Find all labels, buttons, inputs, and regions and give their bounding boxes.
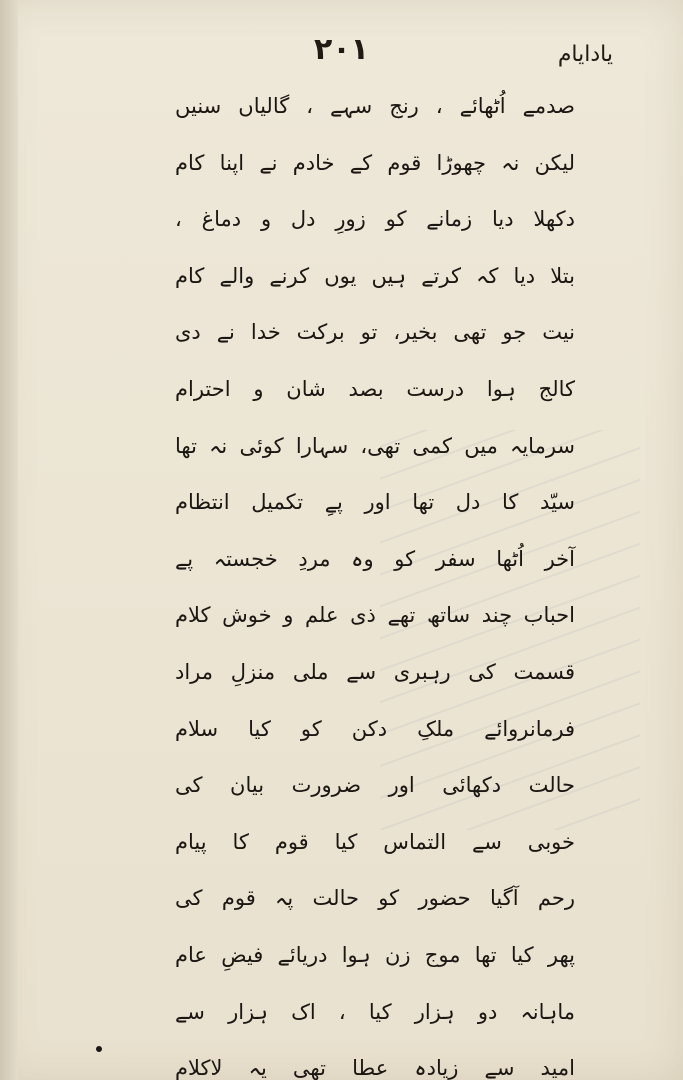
poem-line: دکھلا دیا زمانے کو زورِ دل و دماغ ، bbox=[175, 207, 575, 232]
poem-line: احباب چند ساتھ تھے ذی علم و خوش کلام bbox=[175, 603, 575, 628]
poem-line: امید سے زیادہ عطا تھی یہ لاکلام bbox=[175, 1056, 575, 1080]
poem-line: پھر کیا تھا موج زن ہوا دریائے فیضِ عام bbox=[175, 942, 575, 967]
poem-text bbox=[175, 78, 575, 1080]
poem-line: بتلا دیا کہ کرتے ہیں یوں کرنے والے کام bbox=[175, 263, 575, 288]
poem-line: سرمایہ میں کمی تھی، سہارا کوئی نہ تھا bbox=[175, 433, 575, 458]
ink-dot bbox=[96, 1046, 102, 1052]
poem-line: فرمانروائے ملکِ دکن کو کیا سلام bbox=[175, 716, 575, 741]
page-number: ۲۰۱ bbox=[314, 32, 369, 67]
poem-line: نیت جو تھی بخیر، تو برکت خدا نے دی bbox=[175, 320, 575, 345]
running-title: یادایام bbox=[557, 42, 613, 67]
poem-line: لیکن نہ چھوڑا قوم کے خادم نے اپنا کام bbox=[175, 150, 575, 175]
poem-line: آخر اُٹھا سفر کو وہ مردِ خجستہ پے bbox=[175, 546, 575, 571]
poem-line: صدمے اُٹھائے ، رنج سہے ، گالیاں سنیں bbox=[175, 94, 575, 118]
poem-line: قسمت کی رہبری سے ملی منزلِ مراد bbox=[175, 659, 575, 684]
poem-line: سیّد کا دل تھا اور پےِ تکمیل انتظام bbox=[175, 490, 575, 515]
poem-line: رحم آگیا حضور کو حالت پہ قوم کی bbox=[175, 886, 575, 911]
poem-line: کالج ہوا درست بصد شان و احترام bbox=[175, 376, 575, 401]
page-gutter bbox=[0, 0, 18, 1080]
page-header bbox=[60, 32, 623, 82]
poem-line: حالت دکھائی اور ضرورت بیان کی bbox=[175, 773, 575, 798]
poem-line: خوبی سے التماس کیا قوم کا پیام bbox=[175, 829, 575, 854]
poem-line: ماہانہ دو ہزار کیا ، اک ہزار سے bbox=[175, 999, 575, 1024]
